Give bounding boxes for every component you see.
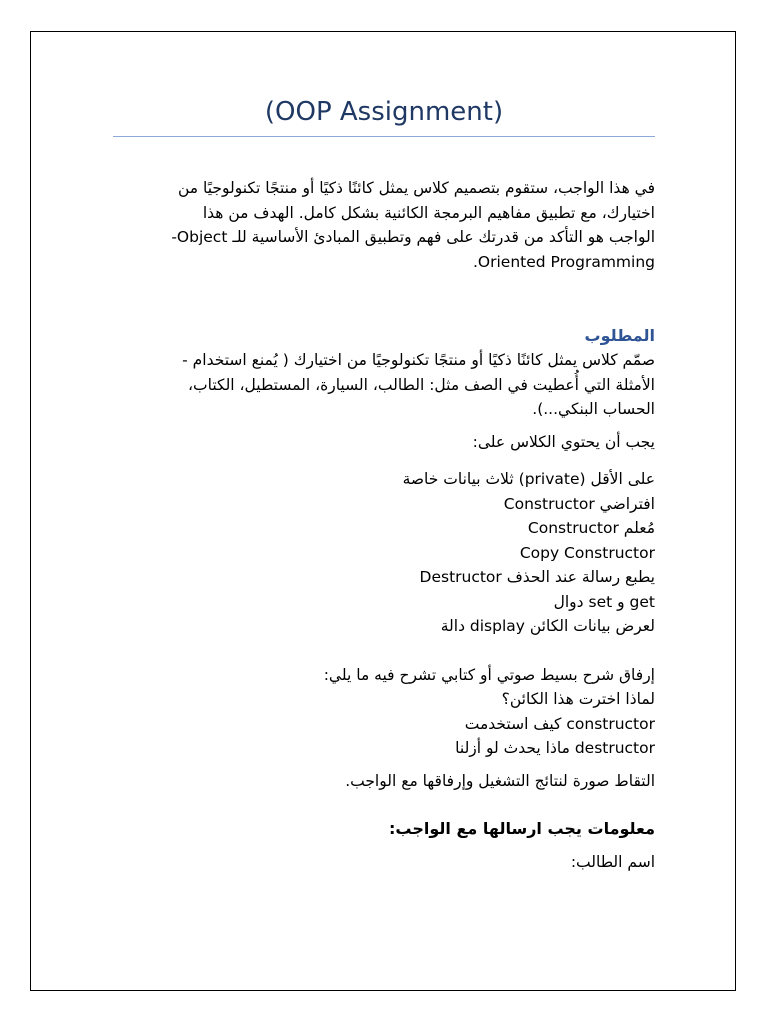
title-underline <box>113 136 655 137</box>
required-line: صمّم كلاس يمثل كائنًا ذكيًا أو منتجًا تكنولوجيًا من اختيارك ( يُمنع استخدام - <box>182 351 655 369</box>
class-item: لعرض بيانات الكائن display دالة <box>440 617 655 635</box>
intro-line: Oriented Programming. <box>472 252 655 271</box>
attach-item: لماذا اخترت هذا الكائن؟ <box>501 690 655 708</box>
screenshot-instruction: التقاط صورة لنتائج التشغيل وإرفاقها مع الواجب. <box>345 771 655 790</box>
document-body <box>113 176 655 874</box>
class-item: Copy Constructor <box>519 543 655 562</box>
class-item: get و set دوال <box>553 592 655 611</box>
intro-line: الواجب هو التأكد من قدرتك على فهم وتطبيق المبادئ الأساسية للـ Object- <box>171 228 655 246</box>
required-heading: المطلوب <box>584 326 655 345</box>
intro-line: اختيارك، مع تطبيق مفاهيم البرمجة الكائنية بشكل كامل. الهدف من هذا <box>202 203 655 222</box>
attach-intro: إرفاق شرح بسيط صوتي أو كتابي تشرح فيه ما يلي: <box>323 665 655 684</box>
class-item: على الأقل (private) ثلاث بيانات خاصة <box>402 470 655 488</box>
class-requirements-intro: يجب أن يحتوي الكلاس على: <box>472 432 655 451</box>
required-line: الحساب البنكي...). <box>532 400 655 418</box>
class-item: يطبع رسالة عند الحذف Destructor <box>419 568 655 586</box>
required-line: الأمثلة التي أُعطيت في الصف مثل: الطالب، السيارة، المستطيل، الكتاب، <box>188 375 655 394</box>
document-title: (OOP Assignment) <box>264 97 504 127</box>
attach-item: constructor كيف استخدمت <box>464 714 655 733</box>
student-name-label: اسم الطالب: <box>570 852 655 871</box>
info-heading: معلومات يجب ارسالها مع الواجب: <box>389 819 655 838</box>
class-item: افتراضي Constructor <box>503 494 655 513</box>
intro-line: في هذا الواجب، ستقوم بتصميم كلاس يمثل كائنًا ذكيًا أو منتجًا تكنولوجيًا من <box>178 179 655 197</box>
attach-item: destructor ماذا يحدث لو أزلنا <box>455 739 655 757</box>
class-item: مُعلم Constructor <box>527 519 655 537</box>
